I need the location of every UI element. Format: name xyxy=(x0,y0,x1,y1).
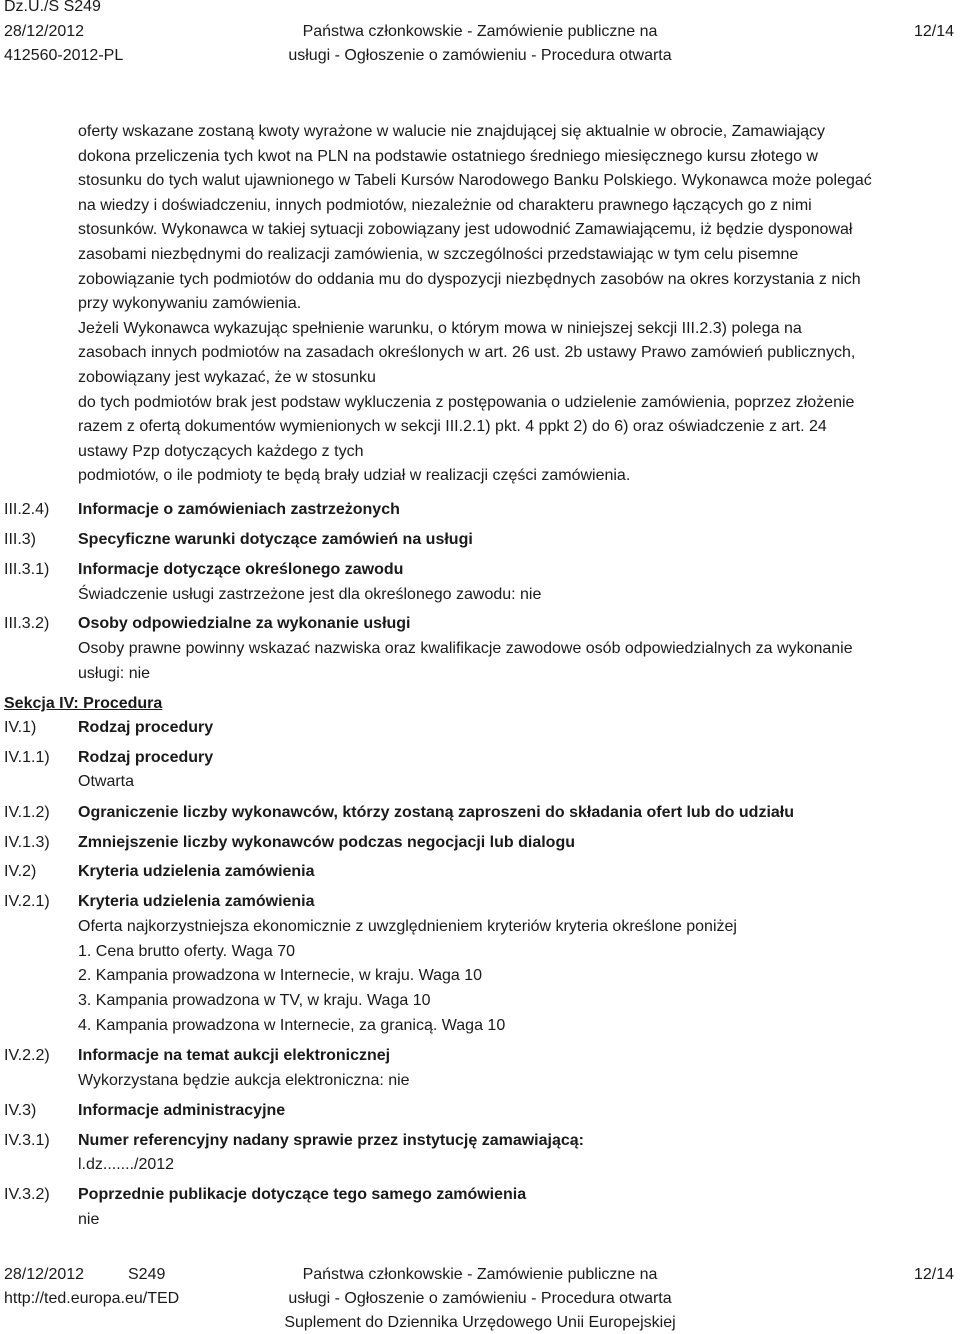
footer-date: 28/12/2012 xyxy=(4,1266,85,1283)
section-number: IV.1.1) xyxy=(4,749,50,766)
footer-title-line1: Państwa członkowskie - Zamówienie publiczne na xyxy=(302,1266,658,1283)
section-heading: Informacje administracyjne xyxy=(78,1102,286,1119)
text-line: na wiedzy i doświadczeniu, innych podmiotów, niezależnie od charakteru prawnego łączących go z nimi xyxy=(78,196,812,214)
header-date: 28/12/2012 xyxy=(4,23,85,40)
section-iv-title: Sekcja IV: Procedura xyxy=(4,695,163,712)
journal-ref: Dz.U./S S249 xyxy=(4,0,101,15)
section-heading: Numer referencyjny nadany sprawie przez instytucję zamawiającą: xyxy=(78,1132,584,1149)
section-heading: Osoby odpowiedzialne za wykonanie usługi xyxy=(78,615,411,632)
section-number: IV.3.2) xyxy=(4,1186,50,1203)
header-title-line2: usługi - Ogłoszenie o zamówieniu - Procedura otwarta xyxy=(288,47,672,64)
footer-title-line2: usługi - Ogłoszenie o zamówieniu - Procedura otwarta xyxy=(288,1290,672,1307)
section-number: IV.1) xyxy=(4,719,37,736)
section-heading: Specyficzne warunki dotyczące zamówień na usługi xyxy=(78,531,473,548)
section-heading: Rodzaj procedury xyxy=(78,749,214,766)
section-number: III.3.2) xyxy=(4,615,50,632)
criterion-item: 3. Kampania prowadzona w TV, w kraju. Waga 10 xyxy=(78,992,431,1009)
text-line: stosunku do tych walut ujawnionego w Tabeli Kursów Narodowego Banku Polskiego. Wykonawca może polegać xyxy=(78,172,872,190)
section-value: nie xyxy=(78,1211,100,1228)
section-number: IV.2) xyxy=(4,863,37,880)
criterion-item: 2. Kampania prowadzona w Internecie, w kraju. Waga 10 xyxy=(78,967,483,984)
footer-title-line3: Suplement do Dziennika Urzędowego Unii Europejskiej xyxy=(284,1314,676,1331)
section-number: III.3.1) xyxy=(4,561,50,578)
section-value: Otwarta xyxy=(78,773,135,790)
text-line: oferty wskazane zostaną kwoty wyrażone w walucie nie znajdującej się aktualnie w obrocie, Zamawiający xyxy=(78,123,826,140)
section-heading: Zmniejszenie liczby wykonawców podczas negocjacji lub dialogu xyxy=(78,834,575,851)
text-line: Jeżeli Wykonawca wykazując spełnienie warunku, o którym mowa w niniejszej sekcji III.2.3) polega na xyxy=(78,319,802,337)
criterion-item: 1. Cena brutto oferty. Waga 70 xyxy=(78,943,296,960)
text-line: zobowiązanie tych podmiotów do oddania mu do dyspozycji niezbędnych zasobów na okres korzystania z nich xyxy=(78,270,861,288)
section-number: IV.2.2) xyxy=(4,1047,50,1064)
section-number: IV.2.1) xyxy=(4,893,50,910)
section-number: III.3) xyxy=(4,531,37,548)
text-line: zobowiązany jest wykazać, że w stosunku xyxy=(78,368,376,386)
section-heading: Informacje na temat aukcji elektronicznej xyxy=(78,1047,391,1064)
text-line: podmiotów, o ile podmioty te będą brały udział w realizacji części zamówienia. xyxy=(78,467,631,485)
section-heading: Ograniczenie liczby wykonawców, którzy zostaną zaproszeni do składania ofert lub do udziału xyxy=(78,804,794,821)
section-number: IV.3.1) xyxy=(4,1132,50,1149)
header-page-number: 12/14 xyxy=(913,23,954,40)
section-heading: Informacje o zamówieniach zastrzeżonych xyxy=(78,501,400,518)
section-value: Osoby prawne powinny wskazać nazwiska oraz kwalifikacje zawodowe osób odpowiedzialnych za wykonanie xyxy=(78,640,853,657)
section-number: IV.1.2) xyxy=(4,804,50,821)
text-line: razem z ofertą dokumentów wymienionych w sekcji III.2.1) pkt. 4 ppkt 2) do 6) oraz oświadczenie z art. 24 xyxy=(78,418,827,436)
text-line: zasobach innych podmiotów na zasadach określonych w art. 26 ust. 2b ustawy Prawo zamówień publicznych, xyxy=(78,344,856,362)
section-value: usługi: nie xyxy=(78,665,151,682)
text-line: ustawy Pzp dotyczących każdego z tych xyxy=(78,442,364,460)
page-footer xyxy=(0,1260,960,1334)
text-line: dokona przeliczenia tych kwot na PLN na podstawie ostatniego średniego miesięcznego kursu złotego w xyxy=(78,147,818,165)
footer-issue: S249 xyxy=(128,1266,166,1283)
section-heading: Rodzaj procedury xyxy=(78,719,214,736)
page-header xyxy=(0,0,960,72)
footer-url[interactable]: http://ted.europa.eu/TED xyxy=(4,1290,180,1307)
section-value: Oferta najkorzystniejsza ekonomicznie z uwzględnieniem kryteriów kryteria określone poniżej xyxy=(78,918,737,935)
header-title-line1: Państwa członkowskie - Zamówienie publiczne na xyxy=(302,23,658,40)
section-number: III.2.4) xyxy=(4,501,50,518)
text-line: przy wykonywaniu zamówienia. xyxy=(78,295,302,313)
section-number: IV.1.3) xyxy=(4,834,50,851)
text-line: do tych podmiotów brak jest podstaw wykluczenia z postępowania o udzielenie zamówienia, poprzez złożenie xyxy=(78,393,855,411)
section-value: l.dz......./2012 xyxy=(78,1156,175,1173)
section-heading: Kryteria udzielenia zamówienia xyxy=(78,863,315,880)
criterion-item: 4. Kampania prowadzona w Internecie, za granicą. Waga 10 xyxy=(78,1017,506,1034)
section-heading: Poprzednie publikacje dotyczące tego samego zamówienia xyxy=(78,1186,527,1203)
text-line: stosunków. Wykonawca w takiej sytuacji zobowiązany jest udowodnić Zamawiającemu, iż będzie dysponował xyxy=(78,221,853,239)
section-value: Świadczenie usługi zastrzeżone jest dla określonego zawodu: nie xyxy=(78,586,542,603)
section-heading: Kryteria udzielenia zamówienia xyxy=(78,893,315,910)
section-number: IV.3) xyxy=(4,1102,37,1119)
intro-paragraph xyxy=(78,120,944,489)
footer-page-number: 12/14 xyxy=(913,1266,954,1283)
section-value: Wykorzystana będzie aukcja elektroniczna: nie xyxy=(78,1072,410,1089)
section-heading: Informacje dotyczące określonego zawodu xyxy=(78,561,404,578)
text-line: zasobami niezbędnymi do realizacji zamówienia, w szczególności przedstawiając w tym celu pisemne xyxy=(78,245,799,263)
notice-number: 412560-2012-PL xyxy=(4,47,124,64)
